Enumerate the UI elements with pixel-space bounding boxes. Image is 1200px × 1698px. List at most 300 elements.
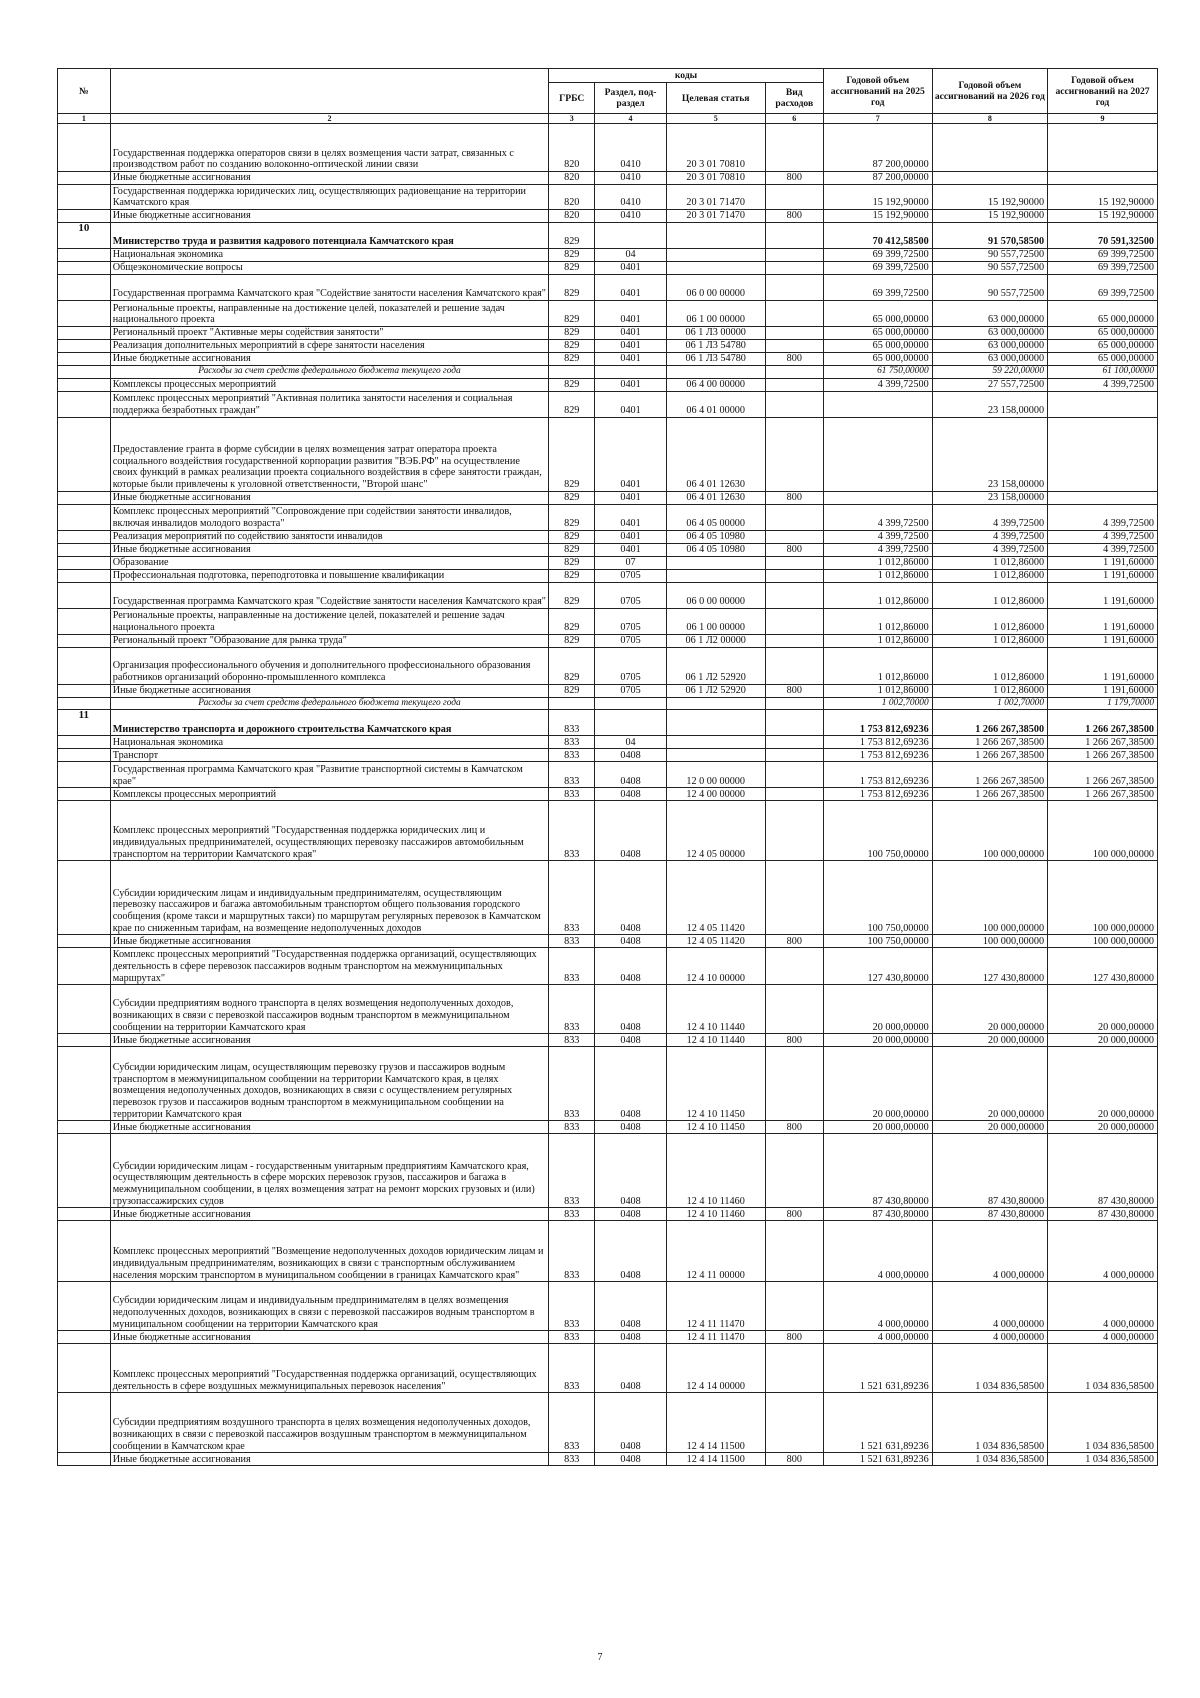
amount-2025: 87 200,00000 (823, 124, 932, 172)
target-code: 06 4 05 10980 (666, 530, 765, 543)
grbs-code: 829 (549, 647, 595, 684)
amount-2027: 20 000,00000 (1048, 1121, 1158, 1134)
table-row (58, 1034, 1158, 1047)
row-number (58, 1221, 111, 1282)
expense-type-code (765, 647, 823, 684)
target-code: 06 4 05 10980 (666, 543, 765, 556)
item-name: Министерство труда и развития кадрового потенциала Камчатского края (110, 223, 548, 249)
expense-type-code (765, 697, 823, 710)
amount-2026: 1 034 836,58500 (932, 1344, 1047, 1393)
item-name: Субсидии юридическим лицам и индивидуальным предпринимателям, осуществляющим перевозку пассажиров и багажа автомобильным транспортом общего пользования городского сообщения (кроме такси и маршрутных такси) по маршрутам регулярных перевозок в Камчатском крае по сниженным тарифам, на возмещение недополученных доходов (110, 861, 548, 935)
amount-2025: 65 000,00000 (823, 301, 932, 327)
expense-type-code (765, 391, 823, 417)
expense-type-code (765, 985, 823, 1034)
section-code: 0408 (595, 935, 666, 948)
item-name: Иные бюджетные ассигнования (110, 684, 548, 697)
column-number: 4 (595, 114, 666, 124)
expense-type-code (765, 569, 823, 582)
amount-2025: 1 012,86000 (823, 608, 932, 634)
table-row (58, 1453, 1158, 1466)
grbs-code: 833 (549, 749, 595, 762)
amount-2026: 63 000,00000 (932, 301, 1047, 327)
expense-type-code (765, 762, 823, 788)
target-code (666, 249, 765, 262)
item-name: Иные бюджетные ассигнования (110, 1453, 548, 1466)
target-code: 12 4 05 00000 (666, 801, 765, 861)
amount-2026: 20 000,00000 (932, 985, 1047, 1034)
section-code: 0408 (595, 1344, 666, 1393)
target-code: 12 4 10 00000 (666, 948, 765, 985)
item-name: Региональный проект "Активные меры содействия занятости" (110, 327, 548, 340)
grbs-code: 829 (549, 378, 595, 391)
grbs-code: 829 (549, 634, 595, 647)
section-code (595, 366, 666, 379)
section-code: 0408 (595, 1208, 666, 1221)
table-row (58, 417, 1158, 491)
table-row (58, 634, 1158, 647)
grbs-code: 829 (549, 569, 595, 582)
item-name: Государственная программа Камчатского края "Содействие занятости населения Камчатского края" (110, 275, 548, 301)
item-name: Иные бюджетные ассигнования (110, 935, 548, 948)
row-number (58, 543, 111, 556)
table-row (58, 1393, 1158, 1453)
grbs-code: 833 (549, 935, 595, 948)
amount-2025: 69 399,72500 (823, 262, 932, 275)
amount-2026: 1 012,86000 (932, 569, 1047, 582)
grbs-code: 833 (549, 1047, 595, 1121)
amount-2027: 1 266 267,38500 (1048, 788, 1158, 801)
item-name: Государственная поддержка операторов связи в целях возмещения части затрат, связанных с производством работ по созданию волоконно-оптической линии связи (110, 124, 548, 172)
target-code: 12 4 14 00000 (666, 1344, 765, 1393)
target-code (666, 366, 765, 379)
grbs-code: 820 (549, 210, 595, 223)
expense-type-code (765, 275, 823, 301)
item-name: Субсидии юридическим лицам - государственным унитарным предприятиям Камчатского края, осуществляющим деятельность в сфере морских перевозок грузов, пассажиров и багажа в межмуниципальном сообщении, в целях возмещения затрат на ремонт морских грузовых и (или) грузопассажирских судов (110, 1134, 548, 1208)
item-name: Комплексы процессных мероприятий (110, 788, 548, 801)
row-number (58, 801, 111, 861)
amount-2026: 15 192,90000 (932, 185, 1047, 210)
item-name: Комплекс процессных мероприятий "Государственная поддержка организаций, осуществляющих деятельность в сфере воздушных межмуниципальных перевозок населения" (110, 1344, 548, 1393)
amount-2026: 63 000,00000 (932, 340, 1047, 353)
item-name: Государственная программа Камчатского края "Содействие занятости населения Камчатского края" (110, 582, 548, 608)
expense-type-code (765, 1221, 823, 1282)
column-number: 9 (1048, 114, 1158, 124)
target-code: 12 4 14 11500 (666, 1393, 765, 1453)
header-year-2027: Годовой объем ассигнований на 2027 год (1048, 69, 1158, 114)
target-code: 06 1 Л3 54780 (666, 353, 765, 366)
section-code: 0410 (595, 185, 666, 210)
target-code: 12 4 10 11440 (666, 985, 765, 1034)
grbs-code: 820 (549, 124, 595, 172)
amount-2025: 20 000,00000 (823, 1034, 932, 1047)
expense-type-code (765, 948, 823, 985)
amount-2026: 1 012,86000 (932, 634, 1047, 647)
grbs-code: 833 (549, 1344, 595, 1393)
table-row (58, 1331, 1158, 1344)
target-code: 20 3 01 70810 (666, 124, 765, 172)
row-number (58, 249, 111, 262)
section-code: 04 (595, 249, 666, 262)
table-row (58, 582, 1158, 608)
row-number (58, 1134, 111, 1208)
amount-2026: 15 192,90000 (932, 210, 1047, 223)
grbs-code: 833 (549, 1208, 595, 1221)
section-code: 0408 (595, 1221, 666, 1282)
item-name: Образование (110, 556, 548, 569)
amount-2025: 4 399,72500 (823, 504, 932, 530)
amount-2026: 100 000,00000 (932, 801, 1047, 861)
expense-type-code: 800 (765, 1208, 823, 1221)
table-row (58, 327, 1158, 340)
amount-2026: 1 266 267,38500 (932, 710, 1047, 736)
target-code: 20 3 01 70810 (666, 172, 765, 185)
expense-type-code (765, 608, 823, 634)
item-name: Расходы за счет средств федерального бюджета текущего года (110, 697, 548, 710)
expense-type-code: 800 (765, 1453, 823, 1466)
amount-2027: 15 192,90000 (1048, 210, 1158, 223)
target-code: 06 1 Л3 54780 (666, 340, 765, 353)
amount-2026: 20 000,00000 (932, 1034, 1047, 1047)
header-year-2025: Годовой объем ассигнований на 2025 год (823, 69, 932, 114)
item-name: Иные бюджетные ассигнования (110, 1331, 548, 1344)
page-number: 7 (597, 1652, 603, 1663)
table-row (58, 749, 1158, 762)
target-code (666, 262, 765, 275)
amount-2027: 100 000,00000 (1048, 801, 1158, 861)
target-code: 12 4 10 11460 (666, 1208, 765, 1221)
amount-2026: 1 012,86000 (932, 556, 1047, 569)
row-number (58, 985, 111, 1034)
amount-2026: 90 557,72500 (932, 249, 1047, 262)
grbs-code: 833 (549, 736, 595, 749)
amount-2025: 20 000,00000 (823, 985, 932, 1034)
grbs-code: 833 (549, 1034, 595, 1047)
grbs-code (549, 697, 595, 710)
target-code: 06 0 00 00000 (666, 582, 765, 608)
column-number: 7 (823, 114, 932, 124)
item-name: Расходы за счет средств федерального бюджета текущего года (110, 366, 548, 379)
section-code: 0408 (595, 801, 666, 861)
row-number (58, 762, 111, 788)
amount-2027: 20 000,00000 (1048, 985, 1158, 1034)
amount-2026: 27 557,72500 (932, 378, 1047, 391)
grbs-code: 829 (549, 223, 595, 249)
expense-type-code: 800 (765, 491, 823, 504)
row-number (58, 684, 111, 697)
amount-2025: 69 399,72500 (823, 249, 932, 262)
section-code: 0401 (595, 327, 666, 340)
table-row (58, 504, 1158, 530)
expense-type-code (765, 736, 823, 749)
expense-type-code (765, 582, 823, 608)
item-name: Транспорт (110, 749, 548, 762)
amount-2025: 1 753 812,69236 (823, 788, 932, 801)
table-row (58, 608, 1158, 634)
item-name: Иные бюджетные ассигнования (110, 491, 548, 504)
item-name: Государственная программа Камчатского края "Развитие транспортной системы в Камчатском крае" (110, 762, 548, 788)
target-code: 06 4 00 00000 (666, 378, 765, 391)
amount-2026: 127 430,80000 (932, 948, 1047, 985)
row-number (58, 417, 111, 491)
section-code (595, 710, 666, 736)
amount-2027: 65 000,00000 (1048, 340, 1158, 353)
amount-2027: 1 266 267,38500 (1048, 749, 1158, 762)
amount-2025: 4 399,72500 (823, 543, 932, 556)
amount-2027 (1048, 391, 1158, 417)
expense-type-code (765, 749, 823, 762)
target-code: 12 4 10 11450 (666, 1121, 765, 1134)
grbs-code: 829 (549, 262, 595, 275)
row-number (58, 1393, 111, 1453)
expense-type-code (765, 801, 823, 861)
item-name: Комплекс процессных мероприятий "Государственная поддержка организаций, осуществляющих деятельность в сфере перевозок пассажиров водным транспортом на межмуниципальных маршрутах" (110, 948, 548, 985)
item-name: Комплекс процессных мероприятий "Активная политика занятости населения и социальная поддержка безработных граждан" (110, 391, 548, 417)
item-name: Региональные проекты, направленные на достижение целей, показателей и решение задач национального проекта (110, 301, 548, 327)
table-row (58, 1344, 1158, 1393)
target-code: 06 4 05 00000 (666, 504, 765, 530)
budget-table (57, 68, 1158, 1466)
row-number (58, 948, 111, 985)
section-code: 0408 (595, 1047, 666, 1121)
target-code: 12 4 00 00000 (666, 788, 765, 801)
row-number (58, 275, 111, 301)
amount-2026: 59 220,00000 (932, 366, 1047, 379)
row-number (58, 1282, 111, 1331)
grbs-code: 833 (549, 948, 595, 985)
table-row (58, 172, 1158, 185)
table-row (58, 340, 1158, 353)
expense-type-code: 800 (765, 1331, 823, 1344)
federal-funds-row (58, 697, 1158, 710)
section-code: 0401 (595, 262, 666, 275)
amount-2025: 1 002,70000 (823, 697, 932, 710)
row-number (58, 582, 111, 608)
item-name: Субсидии юридическим лицам и индивидуальным предпринимателям в целях возмещения недополученных доходов, возникающих в связи с перевозкой пассажиров водным транспортом в муниципальном сообщении на территории Камчатского края (110, 1282, 548, 1331)
expense-type-code: 800 (765, 210, 823, 223)
table-row (58, 124, 1158, 172)
row-number (58, 327, 111, 340)
section-code: 0401 (595, 417, 666, 491)
table-row (58, 1221, 1158, 1282)
table-row (58, 762, 1158, 788)
column-number: 8 (932, 114, 1047, 124)
amount-2027: 1 191,60000 (1048, 634, 1158, 647)
section-code: 0408 (595, 788, 666, 801)
amount-2027: 1 266 267,38500 (1048, 710, 1158, 736)
table-row (58, 948, 1158, 985)
section-code: 0705 (595, 647, 666, 684)
row-number (58, 1121, 111, 1134)
row-number (58, 504, 111, 530)
item-name: Предоставление гранта в форме субсидии в целях возмещения затрат оператора проекта социального воздействия государственной корпорации развития "ВЭБ.РФ" на осуществление своих функций в рамках реализации проекта социального воздействия в сфере занятости граждан, которые были привлечены к уголовной ответственности, "Второй шанс" (110, 417, 548, 491)
section-code: 0705 (595, 569, 666, 582)
section-code: 0705 (595, 608, 666, 634)
expense-type-code (765, 249, 823, 262)
item-name: Государственная поддержка юридических лиц, осуществляющих радиовещание на территории Камчатского края (110, 185, 548, 210)
table-row (58, 185, 1158, 210)
target-code (666, 223, 765, 249)
section-code: 0401 (595, 275, 666, 301)
expense-type-code (765, 340, 823, 353)
amount-2025: 1 012,86000 (823, 582, 932, 608)
amount-2026: 1 012,86000 (932, 608, 1047, 634)
target-code (666, 749, 765, 762)
amount-2025: 4 399,72500 (823, 378, 932, 391)
amount-2027: 4 000,00000 (1048, 1221, 1158, 1282)
header-name (110, 69, 548, 114)
section-code: 0408 (595, 1331, 666, 1344)
section-code: 0705 (595, 684, 666, 697)
amount-2026: 1 012,86000 (932, 647, 1047, 684)
section-code: 0401 (595, 491, 666, 504)
section-code: 0408 (595, 1453, 666, 1466)
amount-2026: 23 158,00000 (932, 417, 1047, 491)
amount-2027: 4 000,00000 (1048, 1282, 1158, 1331)
grbs-code: 829 (549, 301, 595, 327)
grbs-code: 833 (549, 801, 595, 861)
section-code: 07 (595, 556, 666, 569)
row-number (58, 569, 111, 582)
amount-2027: 4 399,72500 (1048, 504, 1158, 530)
item-name: Министерство транспорта и дорожного строительства Камчатского края (110, 710, 548, 736)
section-code: 0705 (595, 634, 666, 647)
table-row (58, 530, 1158, 543)
expense-type-code: 800 (765, 172, 823, 185)
amount-2027: 69 399,72500 (1048, 262, 1158, 275)
amount-2026 (932, 124, 1047, 172)
amount-2025: 87 430,80000 (823, 1208, 932, 1221)
section-code: 0410 (595, 172, 666, 185)
expense-type-code (765, 634, 823, 647)
column-number: 5 (666, 114, 765, 124)
item-name: Субсидии предприятиям воздушного транспорта в целях возмещения недополученных доходов, возникающих в связи с перевозкой пассажиров воздушным транспортом в межмуниципальном сообщении в Камчатском крае (110, 1393, 548, 1453)
amount-2027: 1 191,60000 (1048, 647, 1158, 684)
amount-2025 (823, 417, 932, 491)
item-name: Комплекс процессных мероприятий "Государственная поддержка юридических лиц и индивидуальных предпринимателей, осуществляющих перевозку пассажиров автомобильным транспортом на территории Камчатского края" (110, 801, 548, 861)
amount-2025: 4 000,00000 (823, 1282, 932, 1331)
amount-2025: 69 399,72500 (823, 275, 932, 301)
section-code: 0410 (595, 210, 666, 223)
header-year-2026: Годовой объем ассигнований на 2026 год (932, 69, 1047, 114)
amount-2025: 100 750,00000 (823, 861, 932, 935)
row-number (58, 185, 111, 210)
item-name: Профессиональная подготовка, переподготовка и повышение квалификации (110, 569, 548, 582)
amount-2027: 1 191,60000 (1048, 684, 1158, 697)
column-number: 1 (58, 114, 111, 124)
item-name: Национальная экономика (110, 736, 548, 749)
grbs-code (549, 366, 595, 379)
section-code: 0401 (595, 530, 666, 543)
target-code: 06 1 00 00000 (666, 608, 765, 634)
table-row (58, 353, 1158, 366)
amount-2025: 1 753 812,69236 (823, 749, 932, 762)
row-number (58, 491, 111, 504)
table-row (58, 801, 1158, 861)
expense-type-code: 800 (765, 543, 823, 556)
table-row (58, 710, 1158, 736)
header-no: № (58, 69, 111, 114)
section-code: 0705 (595, 582, 666, 608)
amount-2026: 23 158,00000 (932, 491, 1047, 504)
grbs-code: 833 (549, 710, 595, 736)
grbs-code: 829 (549, 327, 595, 340)
row-number (58, 634, 111, 647)
amount-2027: 4 000,00000 (1048, 1331, 1158, 1344)
grbs-code: 833 (549, 985, 595, 1034)
table-row (58, 935, 1158, 948)
amount-2026: 1 034 836,58500 (932, 1393, 1047, 1453)
target-code: 12 4 10 11460 (666, 1134, 765, 1208)
grbs-code: 829 (549, 556, 595, 569)
amount-2027: 1 266 267,38500 (1048, 736, 1158, 749)
table-row (58, 684, 1158, 697)
section-code (595, 223, 666, 249)
amount-2027: 1 191,60000 (1048, 569, 1158, 582)
amount-2026: 87 430,80000 (932, 1208, 1047, 1221)
amount-2027: 20 000,00000 (1048, 1047, 1158, 1121)
amount-2026: 90 557,72500 (932, 262, 1047, 275)
grbs-code: 833 (549, 1331, 595, 1344)
amount-2027: 1 191,60000 (1048, 582, 1158, 608)
amount-2027: 65 000,00000 (1048, 327, 1158, 340)
amount-2026: 1 266 267,38500 (932, 762, 1047, 788)
item-name: Общеэкономические вопросы (110, 262, 548, 275)
amount-2027 (1048, 491, 1158, 504)
row-number (58, 736, 111, 749)
target-code: 06 1 Л3 00000 (666, 327, 765, 340)
table-row (58, 543, 1158, 556)
amount-2025: 100 750,00000 (823, 935, 932, 948)
section-code: 0401 (595, 391, 666, 417)
target-code: 12 0 00 00000 (666, 762, 765, 788)
header-codes: коды (549, 69, 824, 83)
row-number (58, 210, 111, 223)
expense-type-code (765, 1393, 823, 1453)
target-code: 20 3 01 71470 (666, 185, 765, 210)
amount-2025: 65 000,00000 (823, 327, 932, 340)
amount-2026: 20 000,00000 (932, 1047, 1047, 1121)
amount-2027: 65 000,00000 (1048, 301, 1158, 327)
table-body (58, 124, 1158, 1466)
expense-type-code: 800 (765, 1034, 823, 1047)
section-code: 0401 (595, 378, 666, 391)
target-code: 12 4 11 11470 (666, 1282, 765, 1331)
target-code: 12 4 10 11440 (666, 1034, 765, 1047)
expense-type-code (765, 262, 823, 275)
row-number (58, 697, 111, 710)
table-row (58, 1047, 1158, 1121)
target-code (666, 710, 765, 736)
amount-2026: 4 000,00000 (932, 1221, 1047, 1282)
amount-2026: 4 399,72500 (932, 504, 1047, 530)
row-number (58, 1047, 111, 1121)
expense-type-code (765, 710, 823, 736)
row-number (58, 861, 111, 935)
grbs-code: 820 (549, 185, 595, 210)
amount-2026: 91 570,58500 (932, 223, 1047, 249)
amount-2026: 1 266 267,38500 (932, 736, 1047, 749)
header-grbs: ГРБС (549, 83, 595, 114)
expense-type-code (765, 1134, 823, 1208)
grbs-code: 829 (549, 391, 595, 417)
amount-2027: 70 591,32500 (1048, 223, 1158, 249)
item-name: Иные бюджетные ассигнования (110, 353, 548, 366)
target-code: 06 1 00 00000 (666, 301, 765, 327)
grbs-code: 833 (549, 1121, 595, 1134)
section-code: 0408 (595, 749, 666, 762)
section-code: 0410 (595, 124, 666, 172)
amount-2025: 127 430,80000 (823, 948, 932, 985)
